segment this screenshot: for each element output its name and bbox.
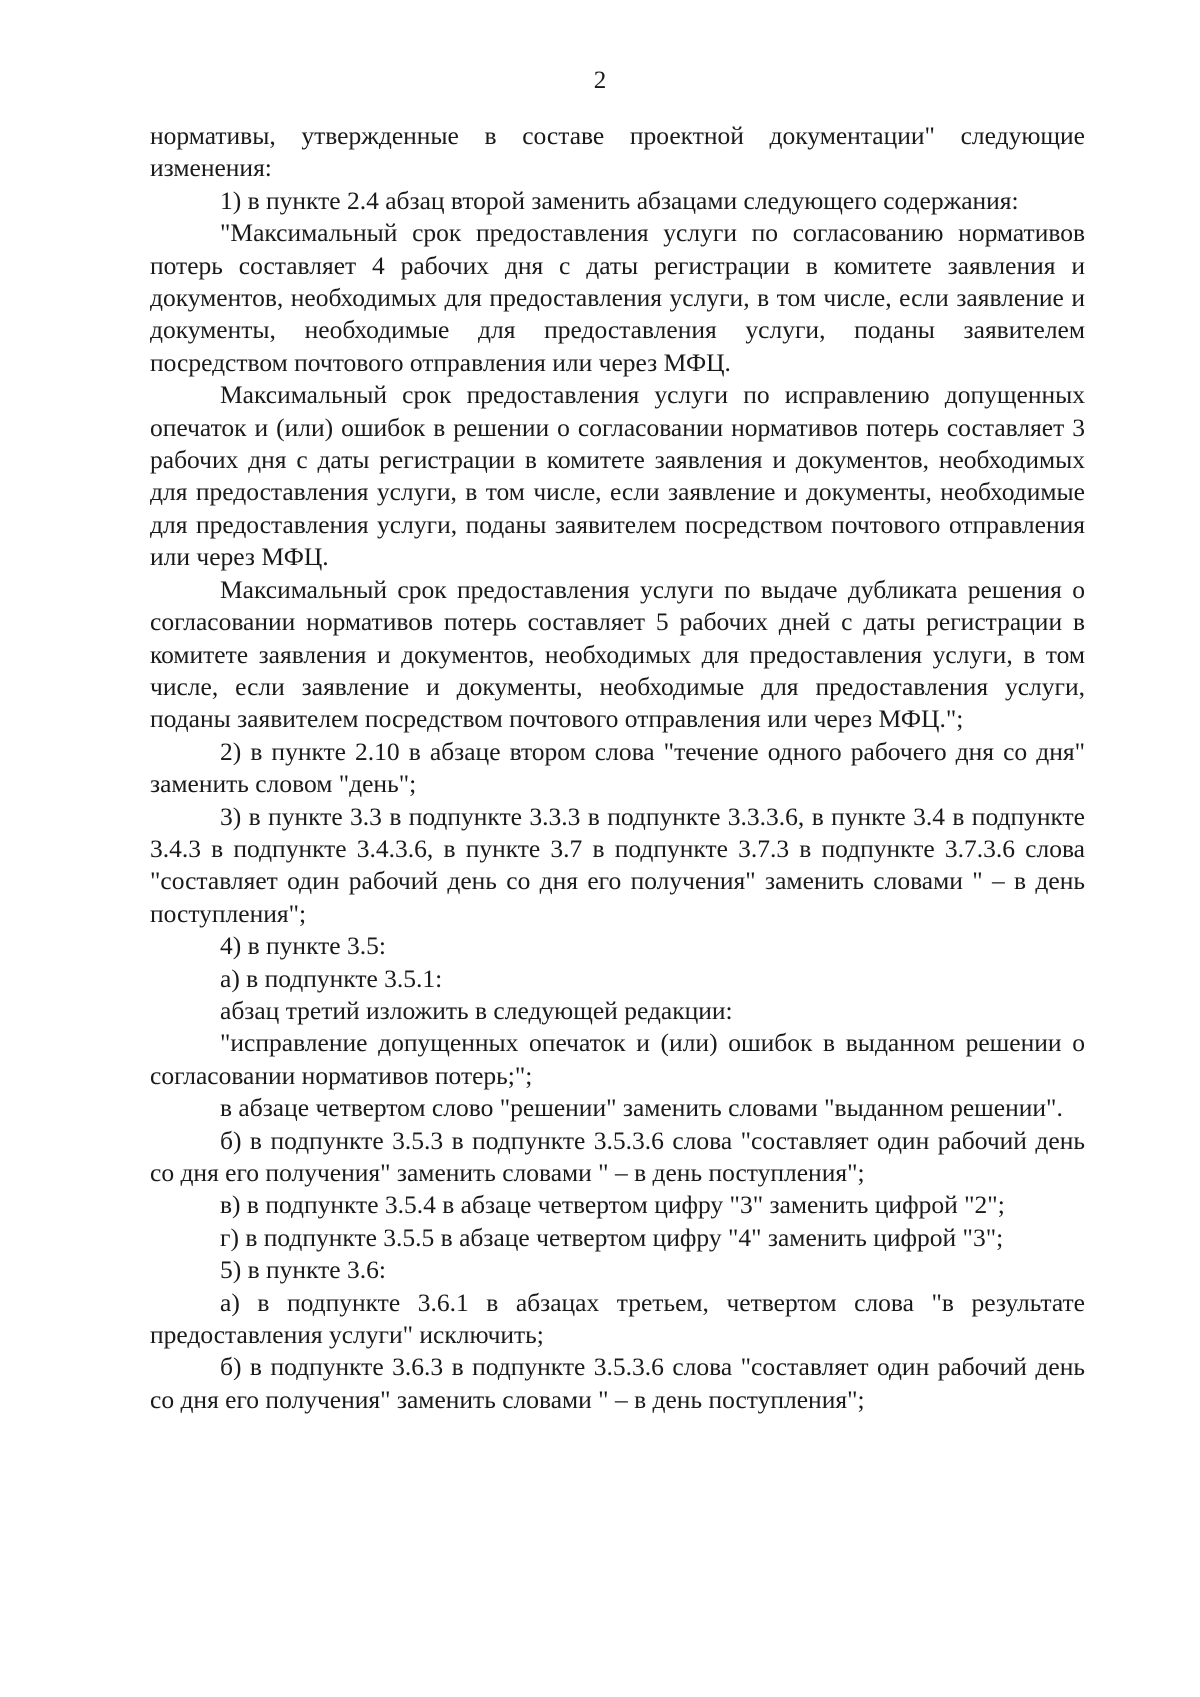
paragraph-item-4a-2: в абзаце четвертом слово "решении" заменить словами "выданном решении". [220,1093,1063,1123]
paragraph-quote-2: Максимальный срок предоставления услуги по исправлению допущенных опечаток и (или) ошибок в решении о согласовании нормативов потерь составляет 3 рабочих дня с даты регистрации в комитете заявления и документов, необходимых для предоставления услуги, в том числе, если заявление и документы, необходимые для предоставления услуги, поданы заявителем посредством почтового отправления или через МФЦ. [150,380,1085,572]
paragraph-item-4a: а) в подпункте 3.5.1: [220,963,443,993]
paragraph-item-4a-quote: "исправление допущенных опечаток и (или) ошибок в выданном решении о согласовании нормативов потерь;"; [150,1028,1085,1090]
paragraph-item-2: 2) в пункте 2.10 в абзаце втором слова "течение одного рабочего дня со дня" заменить словом "день"; [150,736,1085,799]
paragraph-item-1: 1) в пункте 2.4 абзац второй заменить абзацами следующего содержания: [220,185,1019,215]
document-body [150,120,1085,1416]
paragraph-item-3: 3) в пункте 3.3 в подпункте 3.3.3 в подпункте 3.3.3.6, в пункте 3.4 в подпункте 3.4.3 в подпункте 3.4.3.6, в пункте 3.7 в подпункте 3.7.3 в подпункте 3.7.3.6 слова "составляет один рабочий день со дня его получения" заменить словами " – в день поступления"; [150,801,1085,928]
paragraph-quote-1: "Максимальный срок предоставления услуги по согласованию нормативов потерь составляет 4 рабочих дня с даты регистрации в комитете заявления и документов, необходимых для предоставления услуги, в том числе, если заявление и документы, необходимые для предоставления услуги, поданы заявителем посредством почтового отправления или через МФЦ. [150,218,1085,377]
paragraph-item-4: 4) в пункте 3.5: [220,931,386,961]
paragraph-item-4c: в) в подпункте 3.5.4 в абзаце четвертом цифру "3" заменить цифрой "2"; [220,1190,1005,1220]
paragraph-item-4a-1: абзац третий изложить в следующей редакции: [220,995,733,1025]
paragraph-item-5b: б) в подпункте 3.6.3 в подпункте 3.5.3.6 слова "составляет один рабочий день со дня его получения" заменить словами " – в день поступления"; [150,1352,1085,1414]
paragraph-quote-3: Максимальный срок предоставления услуги по выдаче дубликата решения о согласовании нормативов потерь составляет 5 рабочих дней с даты регистрации в комитете заявления и документов, необходимых для предоставления услуги, в том числе, если заявление и документы, необходимые для предоставления услуги, поданы заявителем посредством почтового отправления или через МФЦ."; [150,574,1085,734]
paragraph-item-4d: г) в подпункте 3.5.5 в абзаце четвертом цифру "4" заменить цифрой "3"; [220,1222,1004,1252]
paragraph-item-5a: а) в подпункте 3.6.1 в абзацах третьем, четвертом слова "в результате предоставления услуги" исключить; [150,1287,1085,1350]
page-number: 2 [593,67,607,94]
paragraph-item-4b: б) в подпункте 3.5.3 в подпункте 3.5.3.6 слова "составляет один рабочий день со дня его получения" заменить словами " – в день поступления"; [150,1125,1085,1187]
paragraph-continuation: нормативы, утвержденные в составе проектной документации" следующие изменения: [150,121,1085,183]
paragraph-item-5: 5) в пункте 3.6: [220,1255,386,1285]
